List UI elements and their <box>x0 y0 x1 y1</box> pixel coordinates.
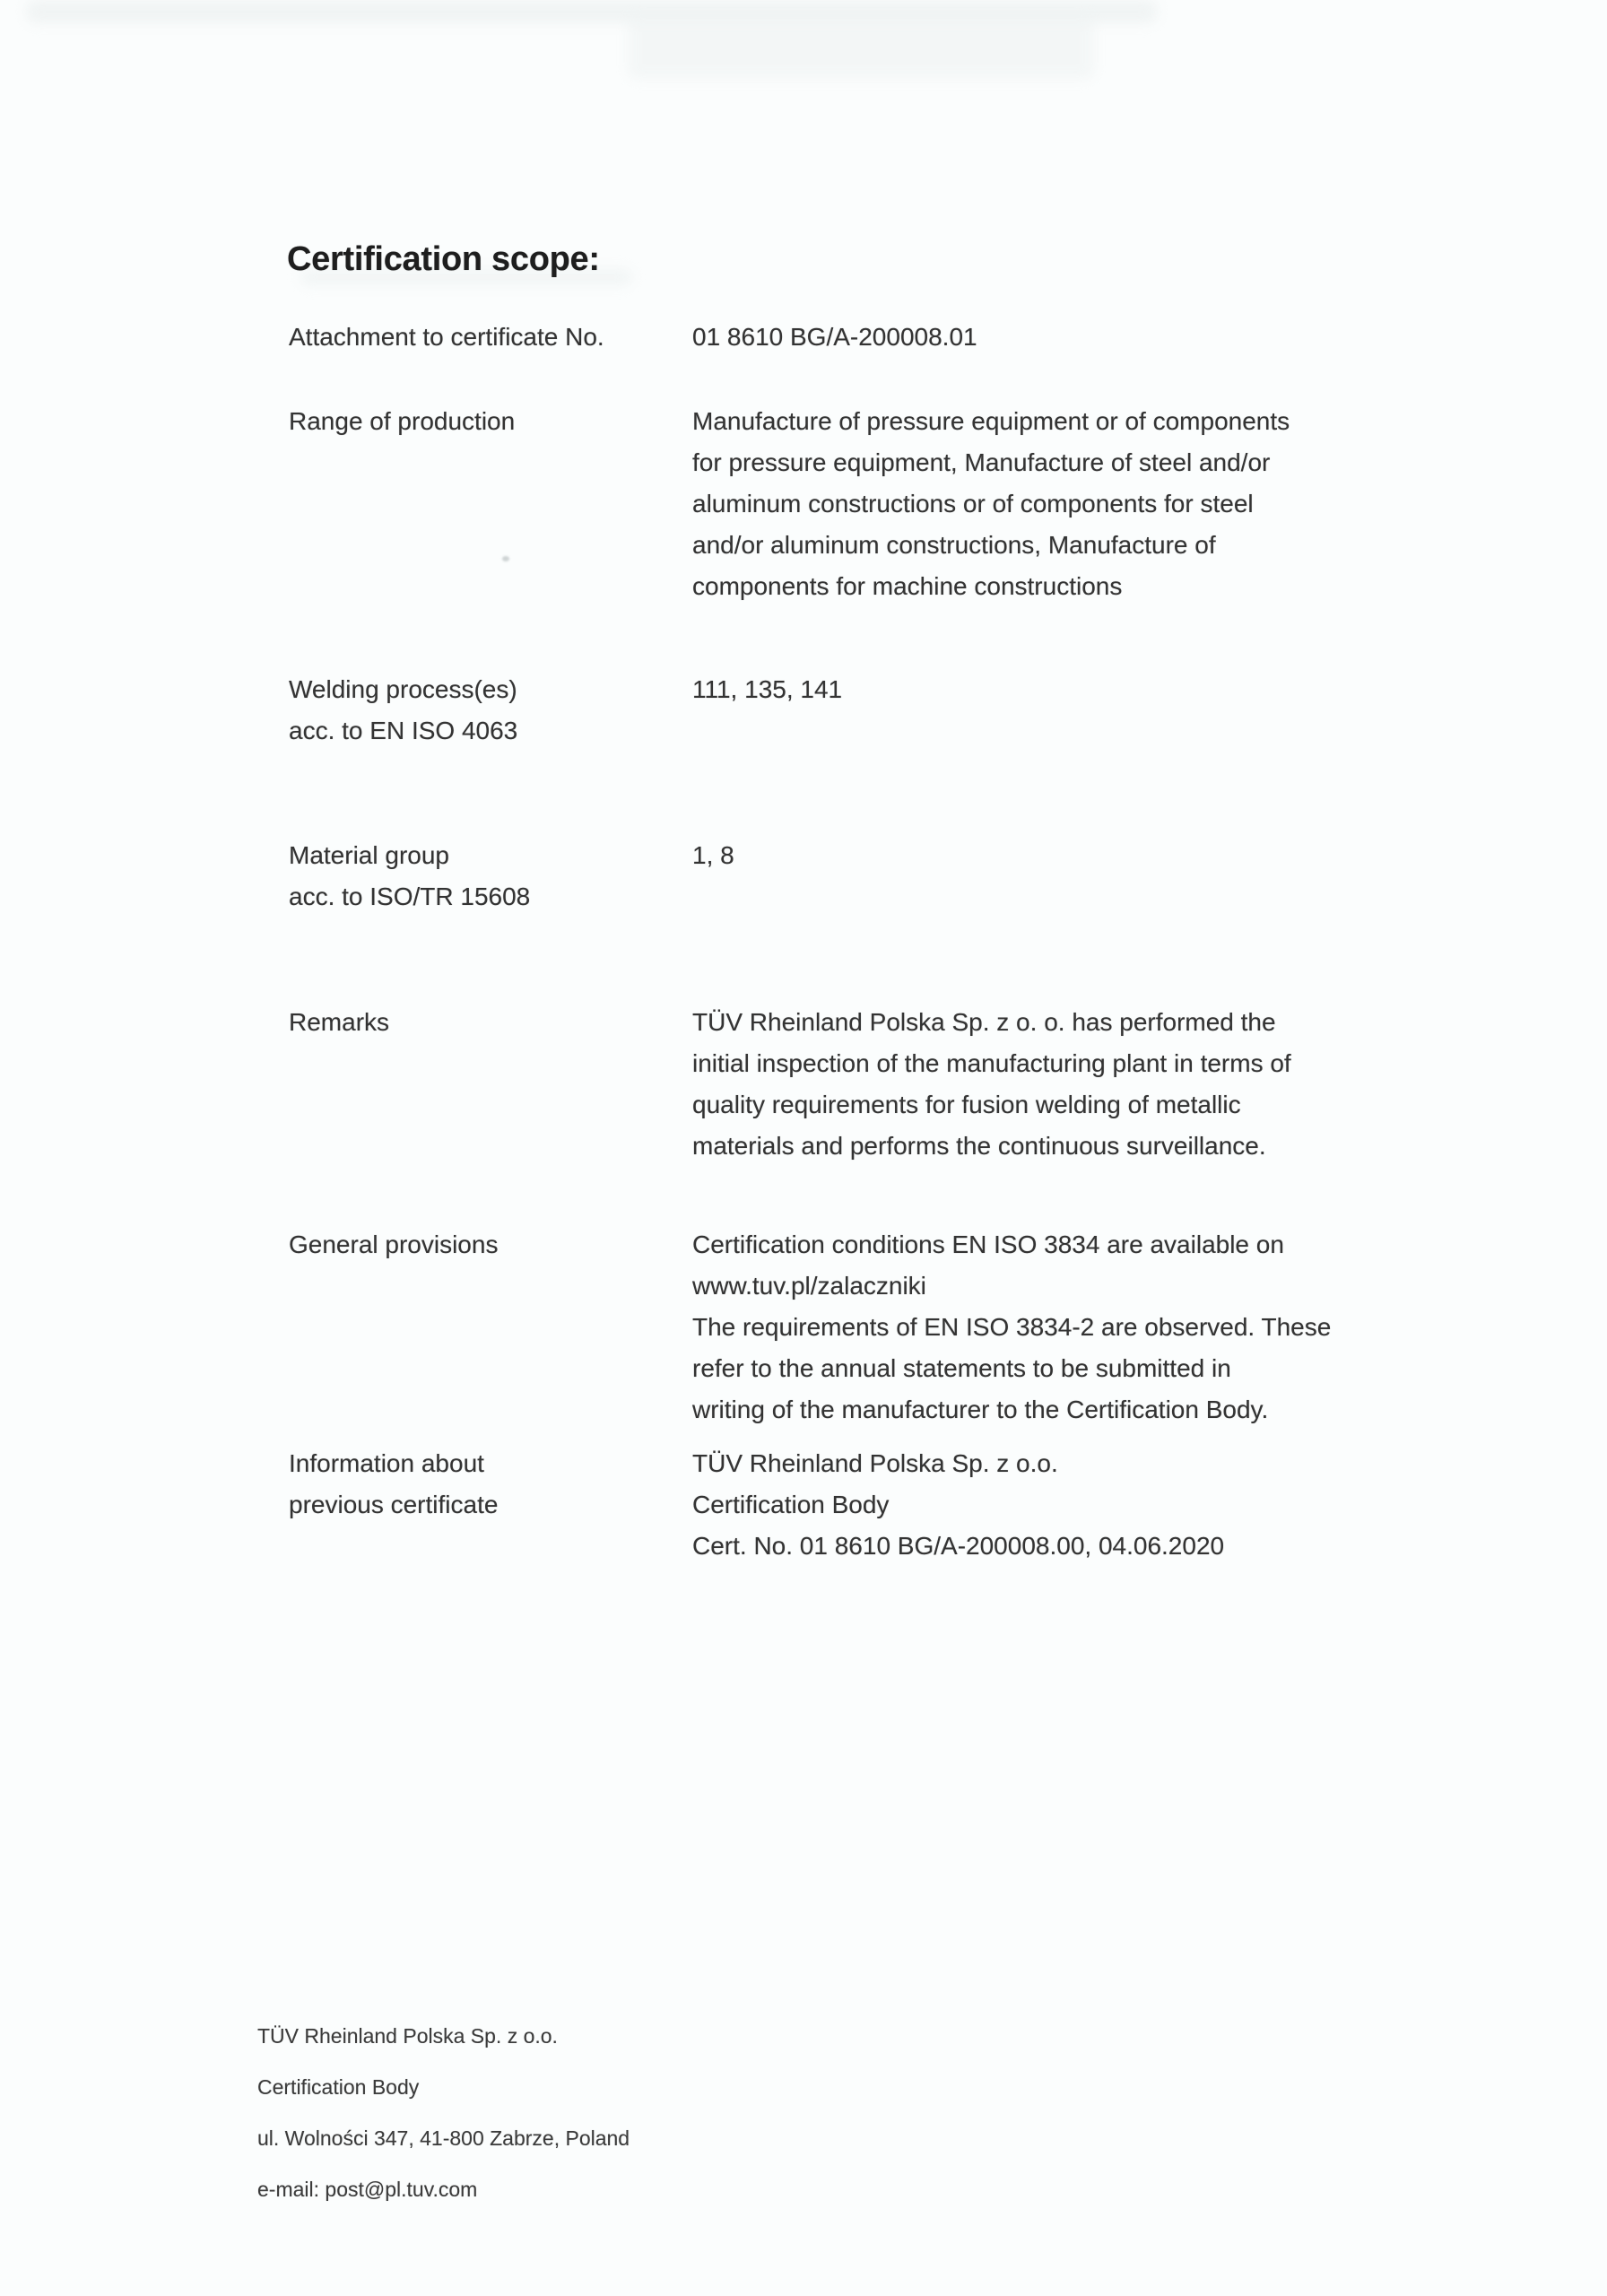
label-line: acc. to EN ISO 4063 <box>289 717 518 744</box>
label-line: Material group <box>289 841 449 869</box>
footer-line: e-mail: post@pl.tuv.com <box>257 2178 478 2201</box>
label-line: Remarks <box>289 1008 390 1036</box>
value-line: writing of the manufacturer to the Certification Body. <box>692 1396 1269 1423</box>
value-line: 01 8610 BG/A-200008.01 <box>692 323 977 351</box>
value-line: 1, 8 <box>692 841 734 869</box>
value-line: TÜV Rheinland Polska Sp. z o.o. <box>692 1449 1058 1477</box>
label-line: Information about <box>289 1449 484 1477</box>
welding-process-codes <box>692 669 842 710</box>
material-group-codes <box>692 835 734 876</box>
value-line: Certification Body <box>692 1491 890 1518</box>
value-line: Manufacture of pressure equipment or of components <box>692 407 1290 435</box>
scan-speck <box>502 556 509 561</box>
footer-line: Certification Body <box>257 2075 420 2099</box>
row-label <box>289 401 515 442</box>
label-line: previous certificate <box>289 1491 499 1518</box>
value-line: Cert. No. 01 8610 BG/A-200008.00, 04.06.2020 <box>692 1532 1225 1560</box>
label-line: acc. to ISO/TR 15608 <box>289 883 531 910</box>
scan-artifact <box>628 16 1094 79</box>
range-of-production-text <box>692 401 1290 607</box>
value-line: initial inspection of the manufacturing plant in terms of <box>692 1049 1291 1077</box>
footer-line: TÜV Rheinland Polska Sp. z o.o. <box>257 2024 558 2048</box>
value-line: aluminum constructions or of components for steel <box>692 490 1254 517</box>
label-line: Welding process(es) <box>289 675 517 703</box>
value-line: quality requirements for fusion welding of metallic <box>692 1091 1241 1118</box>
value-line: materials and performs the continuous surveillance. <box>692 1132 1266 1160</box>
row-label <box>289 1002 389 1043</box>
value-line: www.tuv.pl/zalaczniki <box>692 1272 926 1300</box>
remarks-text <box>692 1002 1291 1167</box>
row-label <box>289 669 517 752</box>
row-label <box>289 1224 498 1265</box>
label-line: General provisions <box>289 1231 499 1258</box>
row-label <box>289 1443 498 1526</box>
label-line: Range of production <box>289 407 516 435</box>
issuer-address-block <box>257 2011 630 2215</box>
certificate-number <box>692 317 977 358</box>
value-line: refer to the annual statements to be submitted in <box>692 1354 1231 1382</box>
value-line: components for machine constructions <box>692 572 1123 600</box>
value-line: 111, 135, 141 <box>692 675 843 703</box>
label-line: Attachment to certificate No. <box>289 323 604 351</box>
value-line: TÜV Rheinland Polska Sp. z o. o. has performed the <box>692 1008 1276 1036</box>
value-line: The requirements of EN ISO 3834-2 are observed. These <box>692 1313 1332 1341</box>
general-provisions-text <box>692 1224 1331 1431</box>
value-line: Certification conditions EN ISO 3834 are available on <box>692 1231 1284 1258</box>
previous-certificate-text <box>692 1443 1224 1567</box>
footer-line: ul. Wolności 347, 41-800 Zabrze, Poland <box>257 2126 630 2150</box>
value-line: and/or aluminum constructions, Manufacture of <box>692 531 1216 559</box>
row-label <box>289 317 604 358</box>
row-label <box>289 835 530 918</box>
page-title: Certification scope: <box>287 240 600 279</box>
value-line: for pressure equipment, Manufacture of steel and/or <box>692 448 1271 476</box>
